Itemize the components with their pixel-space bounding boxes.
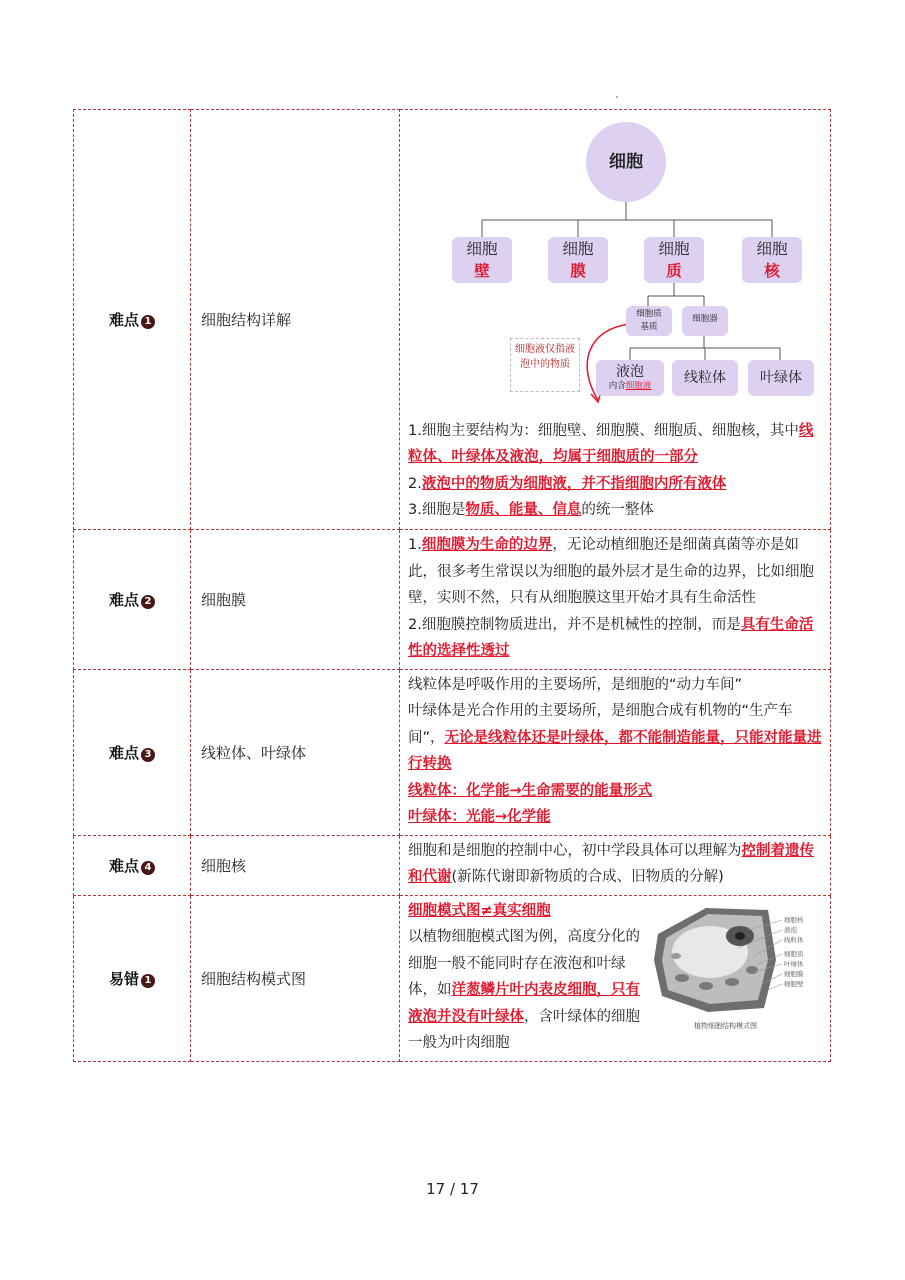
cell-root-node: 细胞 <box>586 122 666 202</box>
row-tag: 易错 1 <box>74 895 191 1061</box>
row-content <box>400 669 831 835</box>
label-mitochondria: 线粒体 <box>784 935 804 944</box>
image-caption: 植物细胞结构模式图 <box>694 1021 757 1030</box>
row-content <box>400 110 831 530</box>
node-nucleus: 细胞 核 <box>742 237 802 283</box>
number-badge: 2 <box>141 595 155 609</box>
row-topic: 细胞结构模式图 <box>191 895 400 1061</box>
number-badge: 1 <box>141 315 155 329</box>
paragraph: 细胞和是细胞的控制中心，初中学段具体可以理解为控制着遗传和代谢(新陈代谢即新物质的合成、旧物质的分解) <box>408 842 814 885</box>
row-tag: 难点 2 <box>74 530 191 670</box>
table-row <box>74 669 831 835</box>
node-organelles: 细胞器 <box>682 306 728 336</box>
row-tag: 难点 3 <box>74 669 191 835</box>
stray-dot <box>616 96 618 98</box>
table-row <box>74 895 831 1061</box>
label-vacuole: 液泡 <box>784 925 797 934</box>
paragraph: 3.细胞是物质、能量、信息的统一整体 <box>408 502 654 518</box>
page-number: 17 / 17 <box>426 1180 479 1198</box>
paragraph: 以植物细胞模式图为例，高度分化的细胞一般不能同时存在液泡和叶绿体，如洋葱鳞片叶内表皮细胞，只有液泡并没有叶绿体，含叶绿体的细胞一般为叶肉细胞 <box>408 929 640 1051</box>
paragraph: 叶绿体：光能→化学能 <box>408 809 551 825</box>
paragraph: 细胞模式图≠真实细胞 <box>408 902 551 919</box>
row-content <box>400 835 831 895</box>
paragraph: 1.细胞膜为生命的边界，无论动植细胞还是细菌真菌等亦是如此，很多考生常误以为细胞的最外层才是生命的边界，比如细胞壁，实则不然，只有从细胞膜这里开始才具有生命活性 <box>408 537 814 606</box>
paragraph: 线粒体：化学能→生命需要的能量形式 <box>408 782 653 799</box>
node-cytoplasmic-matrix: 细胞质 基质 <box>626 306 672 336</box>
node-cell-wall: 细胞 壁 <box>452 237 512 283</box>
node-cell-membrane: 细胞 膜 <box>548 237 608 283</box>
paragraph: 2.液泡中的物质为细胞液，并不指细胞内所有液体 <box>408 475 727 492</box>
row-topic: 细胞膜 <box>191 530 400 670</box>
label-nucleus: 细胞核 <box>784 915 804 924</box>
row-content <box>400 530 831 670</box>
label-wall: 细胞壁 <box>784 979 804 988</box>
label-cytoplasm: 细胞质 <box>784 949 804 958</box>
table-row <box>74 110 831 530</box>
cell-structure-diagram <box>408 114 834 414</box>
row-topic: 线粒体、叶绿体 <box>191 669 400 835</box>
row-topic: 细胞结构详解 <box>191 110 400 530</box>
table-row <box>74 835 831 895</box>
label-membrane: 细胞膜 <box>784 969 804 978</box>
plant-cell-illustration <box>648 900 826 1032</box>
plant-cell-model-image <box>648 900 826 1032</box>
paragraph: 叶绿体是光合作用的主要场所，是细胞合成有机物的“生产车间”，无论是线粒体还是叶绿体，都不能制造能量，只能对能量进行转换 <box>408 703 822 772</box>
paragraph: 线粒体是呼吸作用的主要场所，是细胞的“动力车间” <box>408 676 743 693</box>
label-chloroplast: 叶绿体 <box>784 959 804 968</box>
row-content <box>400 895 831 1061</box>
number-badge: 1 <box>141 974 155 988</box>
number-badge: 4 <box>141 861 155 875</box>
table-row <box>74 530 831 670</box>
row-topic: 细胞核 <box>191 835 400 895</box>
row-tag: 难点 1 <box>74 110 191 530</box>
number-badge: 3 <box>141 748 155 762</box>
handwritten-note: 细胞液仅指液泡中的物质 <box>510 338 580 392</box>
row-tag: 难点 4 <box>74 835 191 895</box>
node-mitochondria: 线粒体 <box>672 360 738 396</box>
notes-table <box>73 109 831 1062</box>
node-cytoplasm: 细胞 质 <box>644 237 704 283</box>
paragraph: 1.细胞主要结构为：细胞壁、细胞膜、细胞质、细胞核，其中线粒体、叶绿体及液泡，均属于细胞质的一部分 <box>408 422 814 465</box>
paragraph: 2.细胞膜控制物质进出，并不是机械性的控制，而是具有生命活性的选择性透过 <box>408 616 814 659</box>
node-chloroplast: 叶绿体 <box>748 360 814 396</box>
node-vacuole: 液泡 内含细胞液 <box>596 360 664 396</box>
